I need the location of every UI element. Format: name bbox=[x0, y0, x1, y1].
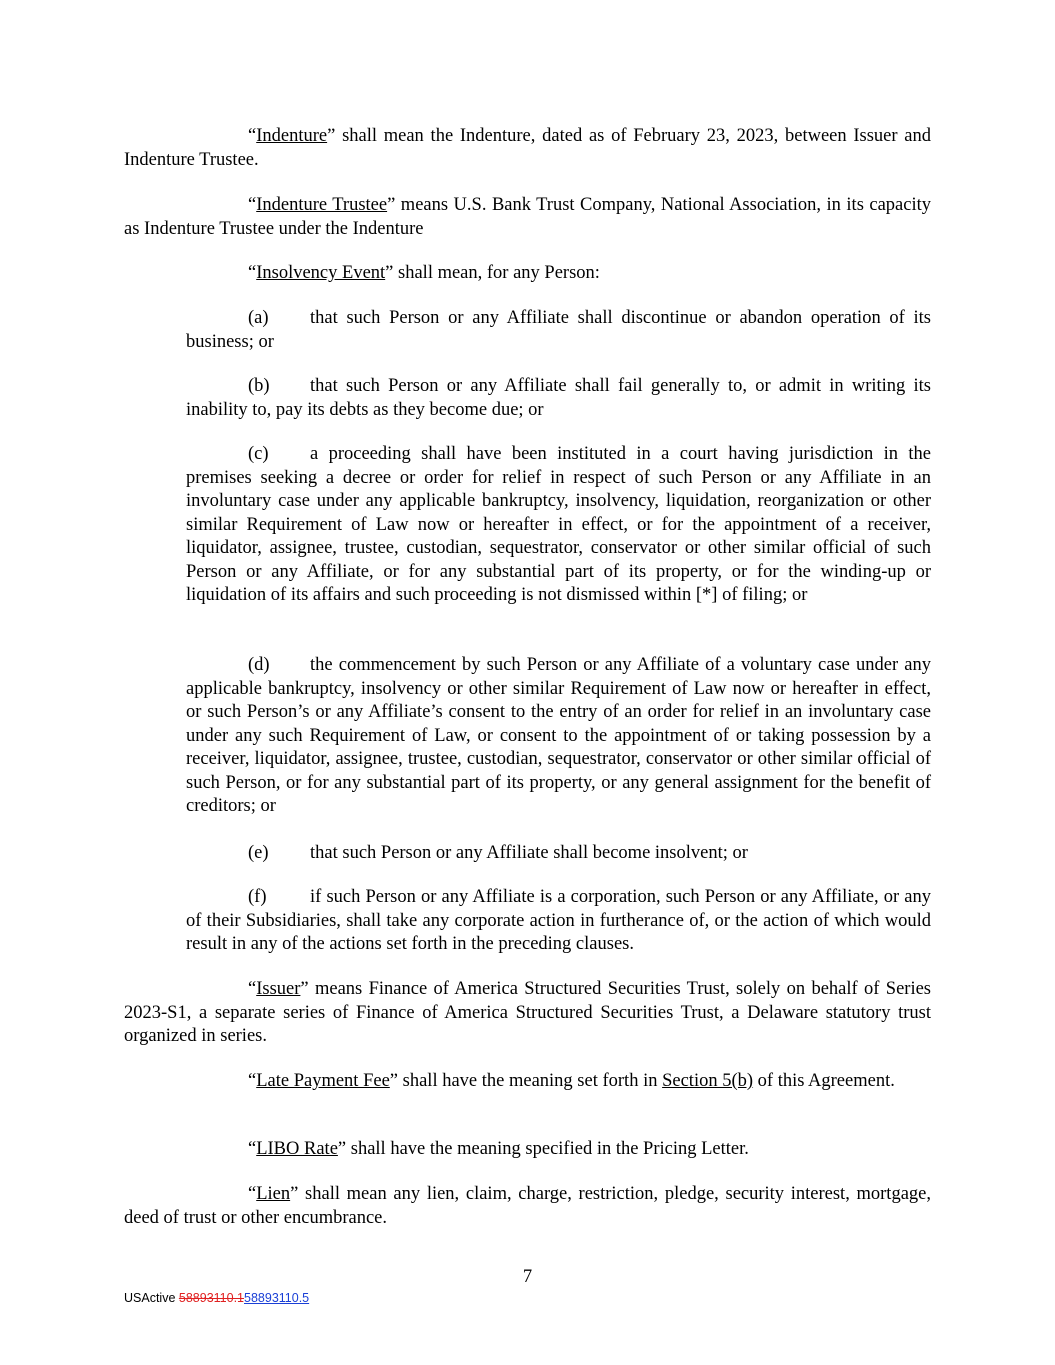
clause-f: (f) if such Person or any Affiliate is a corporation, such Person or any Affiliate, or any of their Subsidiaries, shall take any corporate action in furtherance of, or the action of which would result in any of the actions set forth in the preceding clauses. bbox=[186, 887, 931, 954]
section-reference-link[interactable]: Section 5(b) bbox=[662, 1071, 754, 1091]
page-number: 7 bbox=[522, 1267, 533, 1287]
clause-d: (d) the commencement by such Person or any Affiliate of a voluntary case under any applicable bankruptcy, insolvency or other similar Requirement of Law now or hereafter in effect, or such Person’s or any Affiliate’s consent to the entry of an order for relief in an involuntary case under any such Requirement of Law, or consent to the appointment of or taking possession by a receiver, liquidator, assignee, trustee, custodian, sequestrator, conservator or other similar official of such Person, or for any substantial part of its property, or any general assignment for the benefit of creditors; or bbox=[186, 655, 931, 816]
clause-b: (b) that such Person or any Affiliate shall fail generally to, or admit in writing its inability to, pay its debts as they become due; or bbox=[186, 376, 931, 420]
footer-deleted-id: 58893110.1 bbox=[178, 1291, 245, 1305]
definition-insolvency-event: “Insolvency Event” shall mean, for any Person: bbox=[248, 263, 600, 283]
document-footer bbox=[124, 1287, 309, 1311]
defined-term: Indenture Trustee bbox=[256, 195, 388, 215]
definition-libo-rate: “LIBO Rate” shall have the meaning specified in the Pricing Letter. bbox=[248, 1139, 749, 1159]
defined-term: Indenture bbox=[256, 126, 328, 146]
definition-indenture-trustee: “Indenture Trustee” means U.S. Bank Trust Company, National Association, in its capacity as Indenture Trustee under the Indenture bbox=[124, 195, 932, 239]
footer-prefix: USActive bbox=[124, 1291, 179, 1305]
defined-term: Insolvency Event bbox=[256, 263, 386, 283]
defined-term: Issuer bbox=[256, 979, 301, 999]
defined-term: LIBO Rate bbox=[256, 1139, 338, 1159]
definition-late-payment-fee: “Late Payment Fee” shall have the meaning set forth in Section 5(b) of this Agreement. bbox=[248, 1071, 895, 1091]
defined-term: Late Payment Fee bbox=[256, 1071, 390, 1091]
clause-e: (e) that such Person or any Affiliate shall become insolvent; or bbox=[248, 843, 748, 863]
definition-issuer: “Issuer” means Finance of America Structured Securities Trust, solely on behalf of Series 2023-S1, a separate series of Finance of America Structured Securities Trust, a Delaware statutory trust organized in series. bbox=[124, 979, 931, 1046]
clause-a: (a) that such Person or any Affiliate shall discontinue or abandon operation of its business; or bbox=[186, 308, 931, 352]
clause-c: (c) a proceeding shall have been instituted in a court having jurisdiction in the premises seeking a decree or order for relief in respect of such Person or any Affiliate in an involuntary case under any applicable bankruptcy, insolvency, liquidation, reorganization or other similar Requirement of Law now or hereafter in effect, or for the appointment of a receiver, liquidator, assignee, trustee, custodian, sequestrator, conservator or other similar official of such Person or any Affiliate, or for any substantial part of its property, or for the winding-up or liquidation of its affairs and such proceeding is not dismissed within [*] of filing; or bbox=[186, 444, 931, 605]
definition-lien: “Lien” shall mean any lien, claim, charge, restriction, pledge, security interest, mortgage, deed of trust or other encumbrance. bbox=[124, 1184, 931, 1228]
definition-indenture: “Indenture” shall mean the Indenture, dated as of February 23, 2023, between Issuer and Indenture Trustee. bbox=[124, 126, 931, 170]
footer-inserted-id: 58893110.5 bbox=[244, 1291, 310, 1305]
defined-term: Lien bbox=[256, 1184, 291, 1204]
